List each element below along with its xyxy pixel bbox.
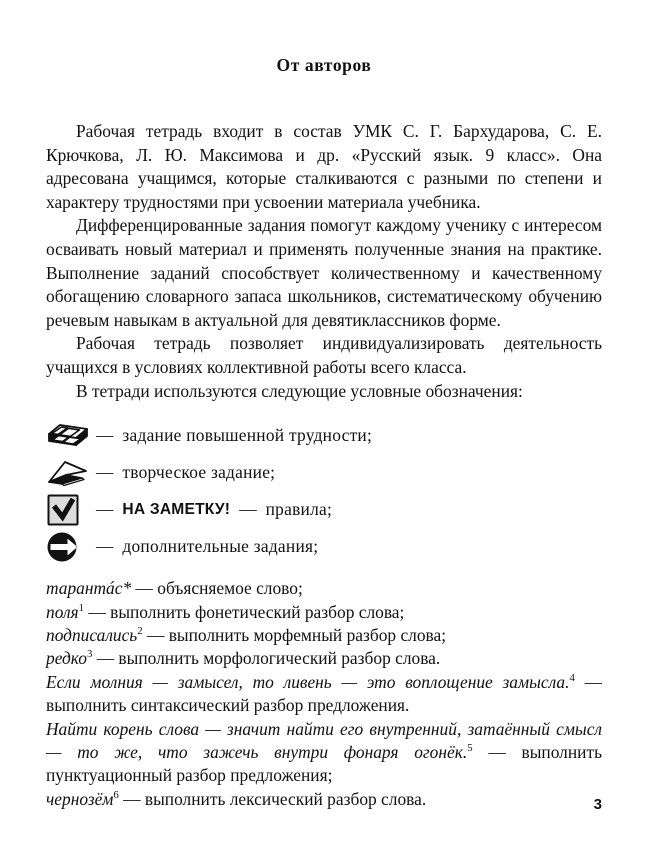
paragraph-3: Рабочая тетрадь позволяет индивидуализировать деятельность учащихся в условиях коллективной работы всего класса. [46,333,602,377]
legend-dash: — [96,535,114,556]
example-line [46,647,602,670]
example-term: редко [46,648,87,669]
legend-label: дополнительные задания; [122,536,319,557]
checkbox-check-icon [46,493,96,527]
example-term: Если молния — замысел, то ливень — это воплощение замысла. [46,671,570,692]
example-definition: — выполнить синтаксический разбор предложения. [46,671,602,716]
paragraph-1: Рабочая тетрадь входит в состав УМК С. Г. Бархударова, С. Е. Крючкова, Л. Ю. Максимова и др. «Русский язык. 9 класс». Она адресована учащимся, которые сталкиваются с разными по степени и характеру трудностями при усвоении материала учебника. [46,121,602,212]
example-definition: — выполнить лексический разбор слова. [118,788,427,809]
legend-label-tail: правила; [265,499,333,520]
legend-label-bold: НА ЗАМЕТКУ! [122,501,231,519]
legend-label: задание повышенной трудности; [122,425,373,446]
example-term: чернозём [46,788,114,809]
paragraph-2: Дифференцированные задания помогут каждому ученику с интересом осваивать новый материал и применять полученные знания на практике. Выполнение заданий способствует количественному и качественному обогащению словарного запаса школьников, систематическому обучению речевым навыкам в актуальной для девятиклассников форме. [46,215,602,330]
page-number: 3 [593,796,602,813]
example-definition: — выполнить морфологический разбор слова. [92,648,441,669]
legend-item-extra-task [46,528,602,565]
example-line [46,624,602,647]
legend-dash: — [96,461,114,482]
legend-item-advanced-task [46,417,602,454]
example-superscript: 1 [78,601,85,614]
example-superscript: 4 [569,671,575,684]
legend-list [46,417,602,565]
example-line [46,601,602,624]
examples-list [46,577,602,811]
example-line [46,577,602,600]
page-title: От авторов [276,55,372,75]
page-content [46,55,602,811]
example-superscript: 6 [113,788,119,801]
example-term: Найти корень слова — значит найти его внутренний, затаённый смысл — то же, что зажечь внутри фонаря огонёк. [46,718,602,762]
example-definition: — объясняемое слово; [131,578,303,599]
example-definition: — выполнить пунктуационный разбор предложения; [46,741,602,786]
example-superscript: 5 [467,742,473,755]
legend-dash: — [96,498,114,519]
example-superscript: 2 [137,625,143,638]
paper-airplane-icon [46,456,96,490]
legend-dash: — [96,424,114,445]
example-term: тарантáс* [46,578,132,599]
legend-item-creative-task [46,454,602,491]
example-definition: — выполнить фонетический разбор слова; [84,601,405,622]
example-line [46,788,602,811]
circle-arrow-right-icon [46,530,96,564]
example-term: поля [46,601,79,622]
example-definition: — выполнить морфемный разбор слова; [142,624,447,645]
legend-item-note-rule [46,491,602,528]
legend-label: творческое задание; [122,462,276,483]
paragraph-4: В тетради используются следующие условные обозначения: [76,380,523,401]
example-line [46,671,602,718]
example-term: подписались [46,624,138,645]
legend-mid-dash: — [239,499,257,520]
example-line [46,718,602,788]
open-box-icon [46,419,96,453]
example-superscript: 3 [86,648,93,661]
